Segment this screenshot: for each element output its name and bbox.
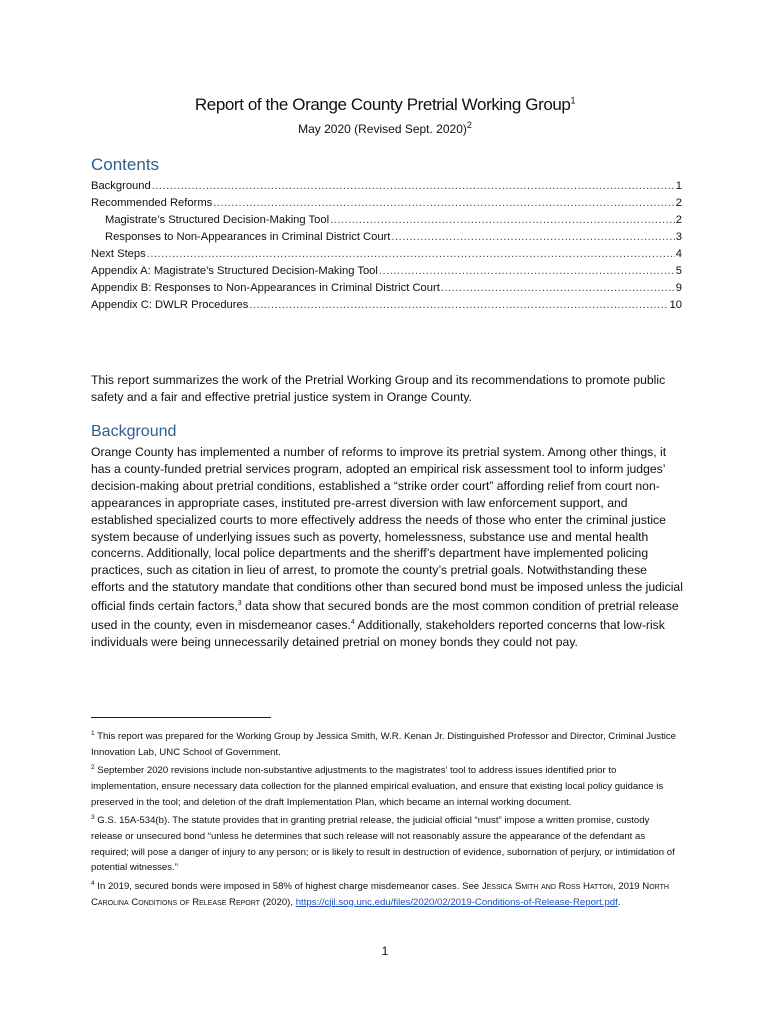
contents-heading: Contents	[91, 155, 160, 174]
toc-item-decision-making-tool[interactable]	[91, 214, 682, 231]
toc-item-recommended-reforms[interactable]	[91, 197, 682, 214]
footnote-number: 4	[91, 879, 95, 887]
toc-item-label: Next Steps	[91, 248, 146, 260]
footnotes	[91, 726, 683, 910]
toc-leader-dots	[391, 231, 674, 243]
report-pdf-link[interactable]: https://cjil.sog.unc.edu/files/2020/02/2019-Conditions-of-Release-Report.pdf	[295, 896, 618, 908]
toc-page-number: 9	[675, 282, 682, 294]
footnote-number: 2	[91, 764, 95, 772]
toc-item-appendix-a[interactable]	[91, 265, 682, 282]
footnote-text: September 2020 revisions include non-substantive adjustments to the magistrates’ tool to address issues identified prior to implementation, ensure necessary data collection for the planned empirical evaluation, and ensure that existing local policy guidance is preserved in the tool; and deletion of the draft Implementation Plan, which became an internal working document.	[91, 765, 664, 808]
footnote-2	[91, 760, 683, 810]
toc-item-label: Appendix A: Magistrate’s Structured Decision-Making Tool	[91, 265, 378, 277]
report-title	[0, 95, 770, 115]
table-of-contents	[91, 180, 682, 316]
toc-item-label: Responses to Non-Appearances in Criminal District Court	[105, 231, 391, 243]
toc-item-label: Magistrate’s Structured Decision-Making Tool	[105, 214, 330, 226]
footnote-ref-1[interactable]: 1	[570, 95, 576, 106]
toc-page-number: 1	[675, 180, 682, 192]
toc-leader-dots	[379, 265, 675, 277]
page-number: 1	[381, 944, 389, 958]
report-date	[0, 120, 770, 136]
footnote-number: 1	[91, 730, 95, 737]
footnote-3	[91, 810, 683, 876]
footnote-ref-3[interactable]: 3	[237, 600, 242, 608]
toc-page-number: 10	[669, 299, 682, 311]
background-paragraph	[91, 444, 683, 651]
citation-report-title: North Carolina Conditions of Release Report	[91, 881, 669, 908]
footnote-number: 3	[91, 814, 95, 822]
footnote-separator	[91, 717, 271, 718]
toc-item-non-appearances[interactable]	[91, 231, 682, 248]
toc-item-label: Recommended Reforms	[91, 197, 213, 209]
footnote-4	[91, 876, 683, 910]
toc-page-number: 5	[675, 265, 682, 277]
background-text-part-1: Orange County has implemented a number of reforms to improve its pretrial system. Among other things, it has a county-funded pretrial services program, adopted an empirical risk assessment tool to inform judges’ decision-making about pretrial conditions, established a “strike order court” affording relief from court non-appearances in appropriate cases, instituted pre-arrest diversion with law enforcement support, and established specialized courts to more effectively address the needs of those who enter the criminal justice system because of underlying issues such as poverty, homelessness, substance use and mental health concerns. Additionally, local police departments and the sheriff’s department have implemented policing practices, such as citation in lieu of arrest, to promote the county’s pretrial goals. Notwithstanding these efforts and the statutory mandate that conditions other than secured bond must be imposed unless the judicial official finds certain factors,	[91, 445, 683, 614]
footnote-text: G.S. 15A-534(b). The statute provides that in granting pretrial release, the judicial official “must” impose a written promise, custody release or unsecured bond “unless he determines that such release will not reasonably assure the appearance of the defendant as required; will pose a danger of injury to any person; or is likely to result in destruction of evidence, subornation of perjury, or intimidation of potential witnesses.”	[91, 815, 675, 874]
toc-leader-dots	[152, 180, 675, 192]
background-heading: Background	[91, 423, 177, 440]
footnote-ref-2[interactable]: 2	[466, 120, 472, 130]
footnote-text: In 2019, secured bonds were imposed in 58% of highest charge misdemeanor cases. See	[94, 881, 482, 893]
toc-item-next-steps[interactable]	[91, 248, 682, 265]
footnote-1	[91, 726, 683, 760]
background-text-part-3: Additionally, stakeholders reported concerns that low-risk individuals were being unnecessarily detained pretrial on money bonds they could not pay.	[91, 618, 665, 650]
toc-leader-dots	[147, 248, 675, 260]
toc-leader-dots	[441, 282, 675, 294]
report-title-text: Report of the Orange County Pretrial Working Group	[194, 95, 571, 114]
toc-item-label: Appendix B: Responses to Non-Appearances in Criminal District Court	[91, 282, 440, 294]
footnote-text: .	[617, 896, 621, 908]
toc-page-number: 3	[675, 231, 682, 243]
toc-page-number: 2	[675, 214, 682, 226]
toc-item-label: Appendix C: DWLR Procedures	[91, 299, 249, 311]
intro-paragraph: This report summarizes the work of the Pretrial Working Group and its recommendations to promote public safety and a fair and effective pretrial justice system in Orange County.	[91, 373, 666, 404]
toc-leader-dots	[249, 299, 668, 311]
toc-leader-dots	[213, 197, 675, 209]
toc-item-label: Background	[91, 180, 151, 192]
toc-leader-dots	[330, 214, 675, 226]
footnote-text: , 2019	[612, 881, 643, 893]
footnote-text: This report was prepared for the Working Group by Jessica Smith, W.R. Kenan Jr. Distinguished Professor and Director, Criminal Justice Innovation Lab, UNC School of Government.	[91, 731, 676, 758]
toc-item-background[interactable]	[91, 180, 682, 197]
citation-authors: Jessica Smith and Ross Hatton	[481, 881, 613, 893]
report-date-text: May 2020 (Revised Sept. 2020)	[298, 122, 467, 136]
toc-page-number: 4	[675, 248, 682, 260]
toc-item-appendix-b[interactable]	[91, 282, 682, 299]
footnote-ref-4[interactable]: 4	[350, 619, 355, 627]
toc-item-appendix-c[interactable]	[91, 299, 682, 316]
background-text-part-2: data show that secured bonds are the most common condition of pretrial release used in the county, even in misdemeanor cases.	[91, 599, 679, 633]
toc-page-number: 2	[675, 197, 682, 209]
footnote-text: (2020),	[259, 896, 296, 908]
